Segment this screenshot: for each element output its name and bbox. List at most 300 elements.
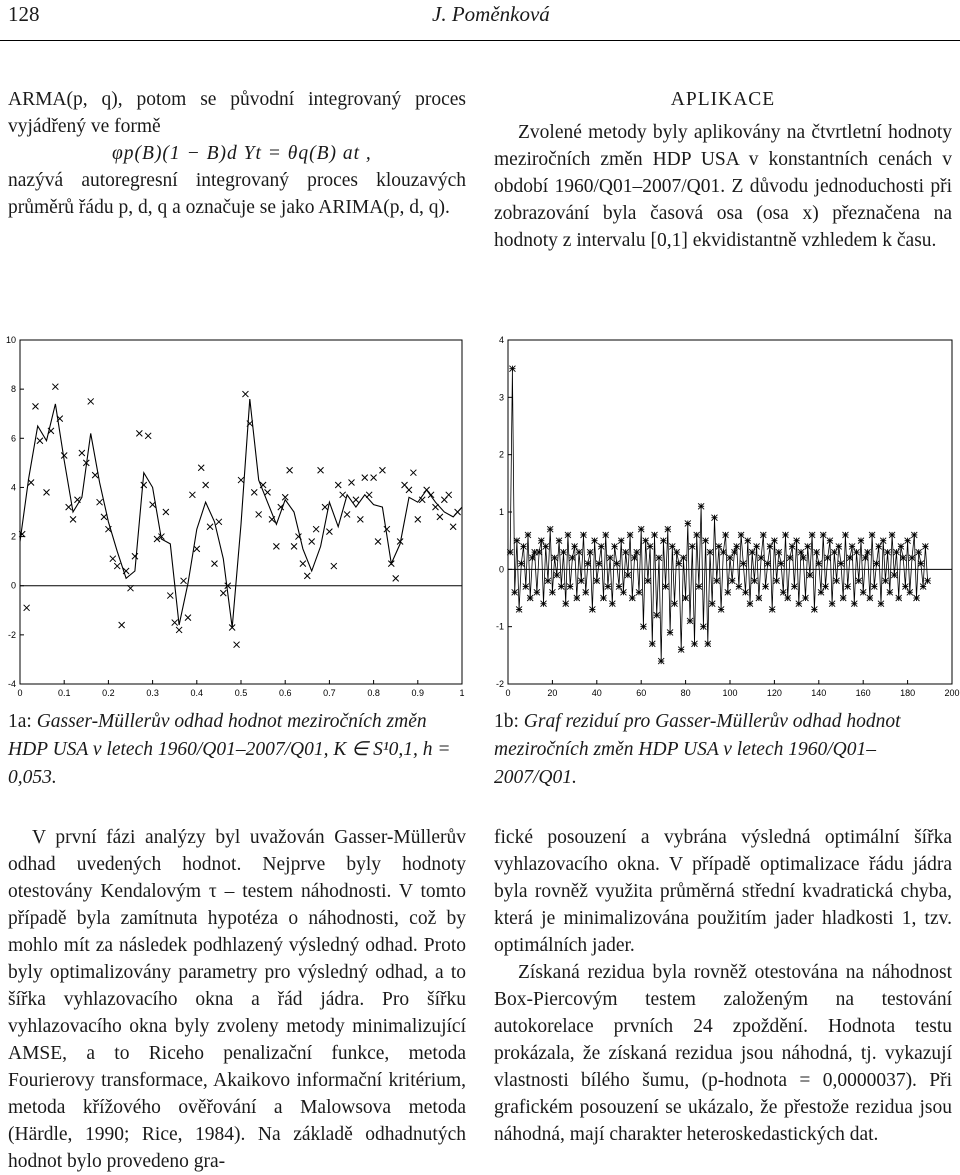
data-point-star (818, 589, 824, 595)
data-point-x (309, 538, 315, 544)
data-point-x (326, 529, 332, 535)
data-point-star (776, 549, 782, 555)
data-point-x (167, 593, 173, 599)
data-point-star (840, 595, 846, 601)
data-point-star (636, 589, 642, 595)
data-point-star (587, 549, 593, 555)
data-point-star (667, 629, 673, 635)
data-point-star (541, 601, 547, 607)
paragraph-optimal-window: fické posouzení a vybrána výsledná optimální šířka vyhlazovacího okna. V případě optimalizace řádu jádra byla rovněž využita průměrná střední kvadratická chyba, která je minimalizována použitím jader hladkosti 1, tzv. optimálních jader. (494, 827, 952, 956)
x-tick-label: 140 (811, 688, 827, 698)
caption-1b-text: Graf reziduí pro Gasser-Müllerův odhad hodnot meziročních změn HDP USA v letech 1960/Q01–2007/Q01. (494, 711, 901, 788)
data-point-star (836, 543, 842, 549)
data-point-star (736, 584, 742, 590)
data-point-star (723, 532, 729, 538)
x-tick-label: 20 (547, 688, 558, 698)
data-point-star (729, 578, 735, 584)
data-point-x (194, 546, 200, 552)
data-point-star (652, 532, 658, 538)
chart-1b-svg (488, 332, 958, 702)
data-point-star (592, 538, 598, 544)
data-point-star (794, 538, 800, 544)
data-point-star (745, 538, 751, 544)
page-number: 128 (8, 2, 40, 26)
data-point-star (851, 601, 857, 607)
data-point-star (887, 589, 893, 595)
data-point-x (203, 482, 209, 488)
data-point-star (707, 549, 713, 555)
data-point-star (536, 549, 542, 555)
data-point-star (572, 543, 578, 549)
caption-1a-text: Gasser-Müllerův odhad hodnot meziročních změn HDP USA v letech 1960/Q01–2007/Q01, K ∈ S¹0,1, h = 0,053. (8, 711, 451, 788)
smooth-estimate-line (20, 399, 462, 628)
data-point-star (740, 561, 746, 567)
page-header (0, 0, 960, 41)
y-tick-label: 6 (10, 433, 16, 444)
data-point-star (607, 555, 613, 561)
data-point-star (640, 624, 646, 630)
data-point-star (578, 578, 584, 584)
data-point-star (842, 532, 848, 538)
data-point-star (569, 555, 575, 561)
data-point-star (596, 561, 602, 567)
data-point-star (583, 589, 589, 595)
data-point-star (774, 578, 780, 584)
y-tick-label: 4 (498, 335, 504, 345)
x-tick-label: 180 (900, 688, 916, 698)
caption-1b-label: 1b: (494, 711, 519, 732)
data-point-x (92, 472, 98, 478)
data-point-star (789, 543, 795, 549)
data-point-star (665, 526, 671, 532)
data-point-star (854, 549, 860, 555)
residual-line (510, 369, 927, 661)
x-tick-label: 80 (680, 688, 691, 698)
data-point-star (685, 520, 691, 526)
data-point-star (743, 589, 749, 595)
y-tick-label: 2 (10, 531, 16, 542)
data-point-x (375, 538, 381, 544)
data-point-star (800, 555, 806, 561)
data-point-x (141, 482, 147, 488)
data-point-star (698, 503, 704, 509)
data-point-star (889, 532, 895, 538)
data-point-x (176, 627, 182, 633)
data-point-x (331, 563, 337, 569)
data-point-star (521, 543, 527, 549)
data-point-star (882, 578, 888, 584)
y-tick-label: 0 (498, 564, 504, 575)
arima-equation: φp(B)(1 − B)d Yt = θq(B) at , (112, 143, 372, 164)
x-tick-label: 0 (17, 688, 23, 698)
x-tick-label: 60 (636, 688, 647, 698)
data-point-star (645, 578, 651, 584)
data-point-x (446, 492, 452, 498)
x-tick-label: 0.6 (278, 688, 292, 698)
data-point-star (647, 543, 653, 549)
data-point-star (780, 589, 786, 595)
data-point-star (696, 584, 702, 590)
data-point-star (871, 584, 877, 590)
data-point-star (514, 538, 520, 544)
data-point-star (649, 641, 655, 647)
x-tick-label: 1 (459, 688, 465, 698)
data-point-star (567, 584, 573, 590)
data-point-star (594, 578, 600, 584)
data-point-x (287, 467, 293, 473)
chart-1a-svg (0, 332, 466, 702)
chart-1b (488, 332, 958, 702)
data-point-star (760, 532, 766, 538)
data-point-x (132, 553, 138, 559)
data-point-star (634, 549, 640, 555)
data-point-star (807, 572, 813, 578)
paragraph-aplikace: Zvolené metody byly aplikovány na čtvrtletní hodnoty meziročních změn HDP USA v konstantních cenách v období 1960/Q01–2007/Q01. Z důvodu jednoduchosti při zobrazování byla časová osa (osa x) přeznačena na hodnoty z intervalu [0,1] ekvidistantně vzhledem k času. (494, 122, 952, 251)
caption-1b (494, 708, 952, 792)
data-point-star (552, 555, 558, 561)
data-point-star (811, 606, 817, 612)
x-tick-label: 0.1 (57, 688, 71, 698)
data-point-star (814, 549, 820, 555)
x-tick-label: 0.3 (146, 688, 159, 698)
data-point-star (600, 595, 606, 601)
data-point-x (88, 398, 94, 404)
data-point-star (545, 578, 551, 584)
data-point-star (711, 515, 717, 521)
data-point-star (805, 543, 811, 549)
data-point-star (911, 532, 917, 538)
paragraph-analysis: V první fázi analýzy byl uvažován Gasser-Müllerův odhad uvedených hodnot. Nejprve byly hodnoty otestovány Kendalovým τ – testem náhodnosti. V tomto případě byla zamítnuta hypotéza o náhodnosti, což by mohlo mít za následek podhlazený výsledný odhad. Proto byly optimalizovány parametry pro výsledný odhad, a to šířka vyhlazovacího okna a řád jádra. Pro šířku vyhlazovacího okna byly zvoleny metody minimalizující AMSE, a to Riceho penalizační funkce, metoda Fourierovy transformace, Akaikovo informační kritérium, metoda křížového ověřování a Malowsova metoda (Härdle, 1990; Rice, 1984). Na základě odhadnutých hodnot bylo provedeno gra- (8, 827, 466, 1172)
data-point-star (654, 612, 660, 618)
data-point-star (878, 601, 884, 607)
data-point-star (669, 543, 675, 549)
data-point-x (353, 497, 359, 503)
y-tick-label: 1 (498, 507, 504, 517)
data-point-x (384, 526, 390, 532)
data-point-star (771, 538, 777, 544)
data-point-star (885, 549, 891, 555)
data-point-x (172, 620, 178, 626)
data-point-x (52, 384, 58, 390)
y-tick-label: 0 (10, 580, 16, 591)
data-point-x (251, 489, 257, 495)
data-point-x (70, 516, 76, 522)
data-point-star (860, 589, 866, 595)
data-point-star (612, 543, 618, 549)
chart-1a (0, 332, 466, 702)
data-point-star (705, 641, 711, 647)
data-point-x (322, 504, 328, 510)
data-point-star (700, 624, 706, 630)
data-point-star (538, 538, 544, 544)
data-point-star (714, 578, 720, 584)
data-point-x (362, 475, 368, 481)
data-point-star (845, 584, 851, 590)
data-point-star (547, 526, 553, 532)
data-point-star (831, 549, 837, 555)
data-point-x (185, 615, 191, 621)
x-tick-label: 40 (591, 688, 602, 698)
data-point-star (687, 618, 693, 624)
data-point-star (625, 572, 631, 578)
data-point-star (554, 572, 560, 578)
data-point-x (234, 642, 240, 648)
data-point-x (437, 514, 443, 520)
data-point-star (694, 532, 700, 538)
data-point-star (802, 595, 808, 601)
caption-1a-label: 1a: (8, 711, 32, 732)
plot-frame (508, 340, 952, 684)
data-point-star (796, 601, 802, 607)
data-point-x (119, 622, 125, 628)
x-tick-label: 0.2 (102, 688, 115, 698)
data-point-star (862, 555, 868, 561)
data-point-star (643, 538, 649, 544)
data-point-x (238, 477, 244, 483)
x-tick-label: 0.8 (367, 688, 380, 698)
data-point-star (716, 543, 722, 549)
data-point-star (765, 561, 771, 567)
x-tick-label: 200 (944, 688, 960, 698)
data-point-star (827, 538, 833, 544)
data-point-star (820, 532, 826, 538)
data-point-star (791, 584, 797, 590)
data-point-x (110, 556, 116, 562)
data-point-star (798, 549, 804, 555)
data-point-star (680, 555, 686, 561)
data-point-star (916, 549, 922, 555)
data-point-star (894, 549, 900, 555)
data-point-star (925, 578, 931, 584)
left-top-column (8, 86, 466, 221)
data-point-star (523, 584, 529, 590)
data-point-star (627, 532, 633, 538)
data-point-star (556, 538, 562, 544)
data-point-star (838, 561, 844, 567)
data-point-x (216, 519, 222, 525)
data-point-star (867, 595, 873, 601)
x-tick-label: 100 (722, 688, 738, 698)
data-point-x (265, 489, 271, 495)
data-point-star (909, 555, 915, 561)
data-point-star (676, 561, 682, 567)
data-point-x (406, 487, 412, 493)
data-point-star (663, 584, 669, 590)
data-point-x (24, 605, 30, 611)
data-point-star (529, 555, 535, 561)
data-point-star (576, 549, 582, 555)
x-tick-label: 0 (505, 688, 511, 698)
data-point-x (242, 391, 248, 397)
data-point-x (415, 516, 421, 522)
data-point-star (751, 578, 757, 584)
data-point-x (256, 511, 262, 517)
data-point-x (207, 524, 213, 530)
data-point-x (349, 480, 355, 486)
data-point-star (720, 549, 726, 555)
data-point-star (869, 532, 875, 538)
section-title: APLIKACE (670, 89, 776, 110)
data-point-star (561, 549, 567, 555)
paragraph-arma: ARMA(p, q), potom se původní integrovaný proces vyjádřený ve formě (8, 89, 466, 137)
data-point-star (605, 584, 611, 590)
x-tick-label: 0.4 (190, 688, 204, 698)
data-point-star (563, 601, 569, 607)
data-point-star (918, 561, 924, 567)
data-point-star (865, 549, 871, 555)
data-point-star (574, 595, 580, 601)
data-point-x (379, 467, 385, 473)
data-point-star (767, 543, 773, 549)
data-point-star (658, 658, 664, 664)
data-point-star (709, 601, 715, 607)
data-point-x (344, 511, 350, 517)
data-point-star (656, 555, 662, 561)
data-point-x (211, 561, 217, 567)
data-point-star (580, 532, 586, 538)
data-point-star (623, 549, 629, 555)
data-point-star (609, 601, 615, 607)
data-point-star (703, 538, 709, 544)
data-point-x (189, 492, 195, 498)
data-point-star (691, 641, 697, 647)
data-point-star (763, 584, 769, 590)
data-point-star (672, 601, 678, 607)
data-point-star (660, 538, 666, 544)
data-point-star (638, 526, 644, 532)
data-point-star (834, 578, 840, 584)
data-point-star (783, 532, 789, 538)
data-point-star (847, 555, 853, 561)
data-point-star (629, 595, 635, 601)
right-bottom-column (494, 824, 952, 1148)
data-point-star (778, 561, 784, 567)
data-point-star (900, 555, 906, 561)
data-point-x (371, 475, 377, 481)
data-point-star (507, 549, 513, 555)
y-tick-label: 4 (10, 482, 16, 493)
data-point-star (769, 606, 775, 612)
data-point-x (340, 492, 346, 498)
data-point-star (734, 543, 740, 549)
data-point-star (683, 595, 689, 601)
y-tick-label: 8 (10, 384, 16, 395)
data-point-star (758, 555, 764, 561)
data-point-star (874, 561, 880, 567)
data-point-star (785, 595, 791, 601)
y-tick-label: -1 (495, 621, 504, 632)
data-point-star (516, 606, 522, 612)
data-point-star (509, 366, 515, 372)
data-point-x (79, 450, 85, 456)
data-point-x (393, 575, 399, 581)
y-tick-label: 2 (498, 449, 504, 460)
data-point-x (304, 573, 310, 579)
running-author: J. Poměnková (432, 2, 550, 26)
data-point-star (749, 549, 755, 555)
data-point-star (816, 561, 822, 567)
data-point-star (549, 589, 555, 595)
data-point-star (922, 543, 928, 549)
data-point-x (273, 543, 279, 549)
data-point-star (527, 595, 533, 601)
data-point-star (589, 606, 595, 612)
data-point-x (101, 514, 107, 520)
data-point-star (829, 601, 835, 607)
data-point-star (616, 584, 622, 590)
data-point-star (534, 589, 540, 595)
x-tick-label: 0.5 (234, 688, 248, 698)
data-point-star (849, 543, 855, 549)
data-point-star (512, 589, 518, 595)
right-top-column (494, 86, 952, 254)
data-point-star (731, 549, 737, 555)
data-point-star (558, 584, 564, 590)
data-point-x (66, 504, 72, 510)
data-point-x (136, 430, 142, 436)
data-point-star (738, 532, 744, 538)
paragraph-residuals: Získaná rezidua byla rovněž otestována na náhodnost Box-Piercovým testem založeným na testování autokorelace prvních 24 zpoždění. Hodnota testu prokázala, že získaná rezidua jsou náhodná, tj. vykazují vlastnosti bílého šumu, (p-hodnota = 0,0000037). Při grafickém posouzení se ukázalo, že přestože rezidua jsou náhodná, mají charakter heteroskedastických dat. (494, 962, 952, 1145)
data-point-star (689, 543, 695, 549)
data-point-x (32, 403, 38, 409)
data-point-star (603, 532, 609, 538)
data-point-x (145, 433, 151, 439)
data-point-star (825, 555, 831, 561)
data-point-star (674, 549, 680, 555)
data-point-x (163, 509, 169, 515)
data-point-x (357, 516, 363, 522)
data-point-x (44, 489, 50, 495)
data-point-star (632, 555, 638, 561)
data-point-x (181, 578, 187, 584)
x-tick-label: 120 (766, 688, 782, 698)
data-point-star (727, 555, 733, 561)
left-bottom-column (8, 824, 466, 1175)
data-point-star (905, 538, 911, 544)
y-tick-label: 3 (498, 392, 504, 403)
y-tick-label: -2 (7, 629, 16, 640)
data-point-star (898, 543, 904, 549)
data-point-star (754, 543, 760, 549)
data-point-star (891, 572, 897, 578)
data-point-x (410, 470, 416, 476)
data-point-star (787, 555, 793, 561)
data-point-star (565, 532, 571, 538)
paragraph-arima: nazývá autoregresní integrovaný proces klouzavých průměrů řádu p, d, q a označuje se jako ARIMA(p, d, q). (8, 170, 466, 218)
data-point-star (907, 589, 913, 595)
data-point-star (525, 532, 531, 538)
data-point-star (920, 584, 926, 590)
data-point-star (620, 589, 626, 595)
data-point-x (97, 499, 103, 505)
data-point-x (335, 482, 341, 488)
data-point-star (614, 561, 620, 567)
data-point-star (747, 601, 753, 607)
data-point-star (913, 595, 919, 601)
data-point-star (902, 584, 908, 590)
data-point-x (37, 438, 43, 444)
data-point-x (450, 524, 456, 530)
data-point-star (809, 532, 815, 538)
data-point-star (876, 543, 882, 549)
data-point-star (518, 561, 524, 567)
data-point-star (598, 543, 604, 549)
data-point-star (725, 589, 731, 595)
y-tick-label: 10 (5, 335, 16, 345)
data-point-x (114, 563, 120, 569)
data-point-x (291, 543, 297, 549)
data-point-x (313, 526, 319, 532)
